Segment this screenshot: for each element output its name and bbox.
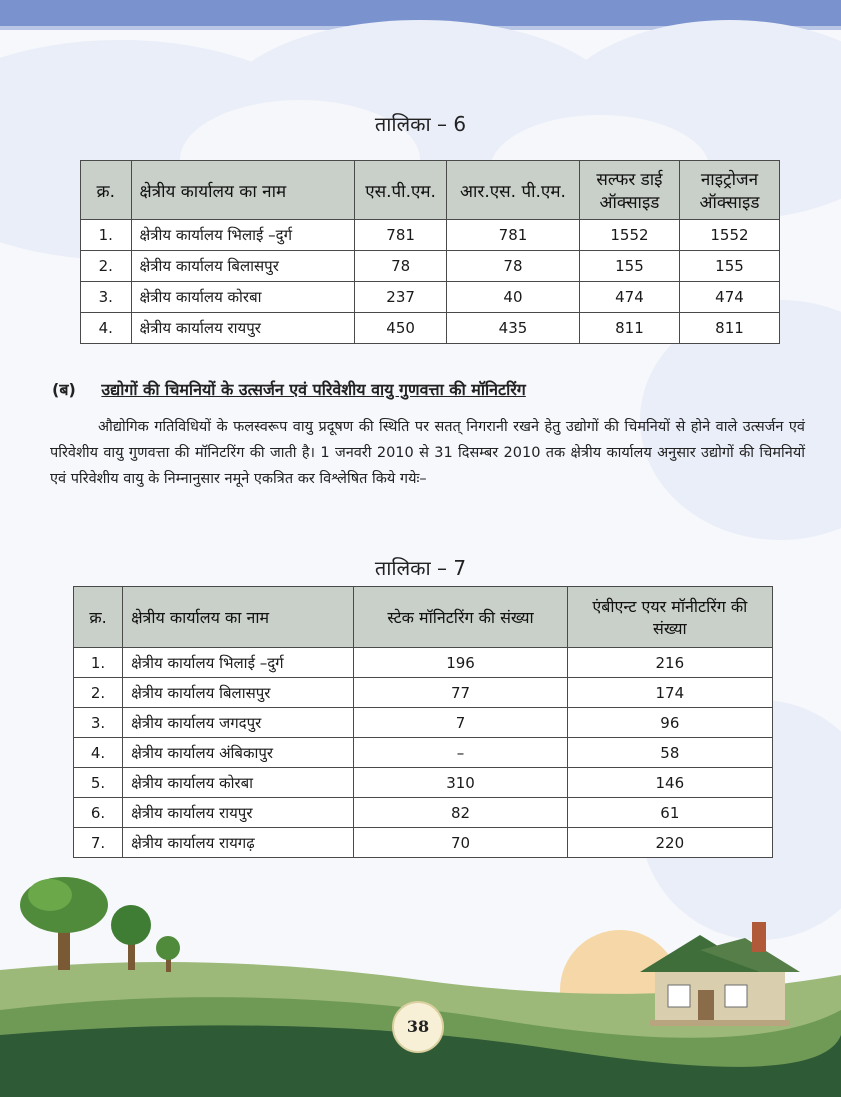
cell-ambient: 220 (567, 828, 772, 858)
cell-stack: 310 (354, 768, 567, 798)
cell-ambient: 174 (567, 678, 772, 708)
cell-stack: 77 (354, 678, 567, 708)
cell-spm: 78 (355, 251, 447, 282)
table-row (81, 220, 780, 251)
cell-sn: 1. (81, 220, 132, 251)
cell-stack: 196 (354, 648, 567, 678)
cell-stack: – (354, 738, 567, 768)
cell-ambient: 61 (567, 798, 772, 828)
cell-office: क्षेत्रीय कार्यालय कोरबा (123, 768, 354, 798)
table-row (74, 738, 773, 768)
table-row (74, 828, 773, 858)
table6-header-sn: क्र. (81, 161, 132, 220)
cell-sn: 5. (74, 768, 123, 798)
table7-title: तालिका – 7 (374, 556, 467, 580)
tree-large-icon (20, 877, 108, 970)
table6-header-so2: सल्फर डाई ऑक्साइड (579, 161, 679, 220)
section-heading (52, 378, 526, 400)
cell-nox: 155 (679, 251, 779, 282)
table7-header-row (74, 587, 773, 648)
cell-sn: 4. (81, 313, 132, 344)
cell-nox: 474 (679, 282, 779, 313)
table7-header-stack: स्टेक मॉनिटरिंग की संख्या (354, 587, 567, 648)
cell-ambient: 216 (567, 648, 772, 678)
cell-office: क्षेत्रीय कार्यालय भिलाई –दुर्ग (131, 220, 355, 251)
cell-so2: 1552 (579, 220, 679, 251)
cell-office: क्षेत्रीय कार्यालय बिलासपुर (123, 678, 354, 708)
table6-header-rspm: आर.एस. पी.एम. (446, 161, 579, 220)
cell-office: क्षेत्रीय कार्यालय रायगढ़ (123, 828, 354, 858)
table7-header-sn: क्र. (74, 587, 123, 648)
table-row (74, 678, 773, 708)
cell-sn: 7. (74, 828, 123, 858)
cell-so2: 811 (579, 313, 679, 344)
table6-title: तालिका – 6 (374, 112, 467, 136)
table-row (81, 251, 780, 282)
table7-header-ambient: एंबीएन्ट एयर मॉनीटरिंग की संख्या (567, 587, 772, 648)
table7-header-office: क्षेत्रीय कार्यालय का नाम (123, 587, 354, 648)
table6-header-row (81, 161, 780, 220)
cell-ambient: 146 (567, 768, 772, 798)
table-row (81, 313, 780, 344)
cell-spm: 450 (355, 313, 447, 344)
table-row (81, 282, 780, 313)
cell-rspm: 781 (446, 220, 579, 251)
cell-sn: 4. (74, 738, 123, 768)
cell-rspm: 40 (446, 282, 579, 313)
cell-office: क्षेत्रीय कार्यालय रायपुर (131, 313, 355, 344)
house-icon (640, 922, 800, 1026)
cell-sn: 3. (74, 708, 123, 738)
cell-ambient: 58 (567, 738, 772, 768)
table-6 (80, 160, 780, 344)
cell-office: क्षेत्रीय कार्यालय रायपुर (123, 798, 354, 828)
cell-nox: 811 (679, 313, 779, 344)
cell-office: क्षेत्रीय कार्यालय कोरबा (131, 282, 355, 313)
table-7 (73, 586, 773, 858)
cell-rspm: 435 (446, 313, 579, 344)
cell-spm: 781 (355, 220, 447, 251)
table-row (74, 798, 773, 828)
section-paragraph: औद्योगिक गतिविधियों के फलस्वरूप वायु प्रदूषण की स्थिति पर सतत् निगरानी रखने हेतु उद्योगों की चिमनियों से होने वाले उत्सर्जन एवं परिवेशीय वायु गुणवत्ता की मॉनिटरिंग की जाती है। 1 जनवरी 2010 से 31 दिसम्बर 2010 तक क्षेत्रीय कार्यालय अनुसार उद्योगों की चिमनियों एवं परिवेशीय वायु के निम्नानुसार नमूने एकत्रित कर विश्लेषित किये गयेः– (50, 419, 805, 487)
cell-ambient: 96 (567, 708, 772, 738)
cell-sn: 6. (74, 798, 123, 828)
table-row (74, 708, 773, 738)
cell-sn: 1. (74, 648, 123, 678)
table6-header-nox: नाइट्रोजन ऑक्साइड (679, 161, 779, 220)
cell-office: क्षेत्रीय कार्यालय अंबिकापुर (123, 738, 354, 768)
section-label: (ब) (52, 380, 76, 399)
cell-office: क्षेत्रीय कार्यालय भिलाई –दुर्ग (123, 648, 354, 678)
cell-nox: 1552 (679, 220, 779, 251)
table6-header-office: क्षेत्रीय कार्यालय का नाम (131, 161, 355, 220)
cell-sn: 2. (74, 678, 123, 708)
cell-office: क्षेत्रीय कार्यालय जगदपुर (123, 708, 354, 738)
cell-so2: 474 (579, 282, 679, 313)
tree-medium-icon (111, 905, 151, 970)
cell-office: क्षेत्रीय कार्यालय बिलासपुर (131, 251, 355, 282)
table-row (74, 648, 773, 678)
table-row (74, 768, 773, 798)
table6-header-spm: एस.पी.एम. (355, 161, 447, 220)
section-heading-text: उद्योगों की चिमनियों के उत्सर्जन एवं परिवेशीय वायु गुणवत्ता की मॉनिटरिंग (101, 380, 526, 399)
cell-rspm: 78 (446, 251, 579, 282)
cell-sn: 2. (81, 251, 132, 282)
cell-spm: 237 (355, 282, 447, 313)
cell-sn: 3. (81, 282, 132, 313)
page-number: 38 (392, 1001, 444, 1053)
cell-stack: 7 (354, 708, 567, 738)
cell-stack: 70 (354, 828, 567, 858)
landscape-illustration (0, 860, 841, 1097)
cell-so2: 155 (579, 251, 679, 282)
cell-stack: 82 (354, 798, 567, 828)
